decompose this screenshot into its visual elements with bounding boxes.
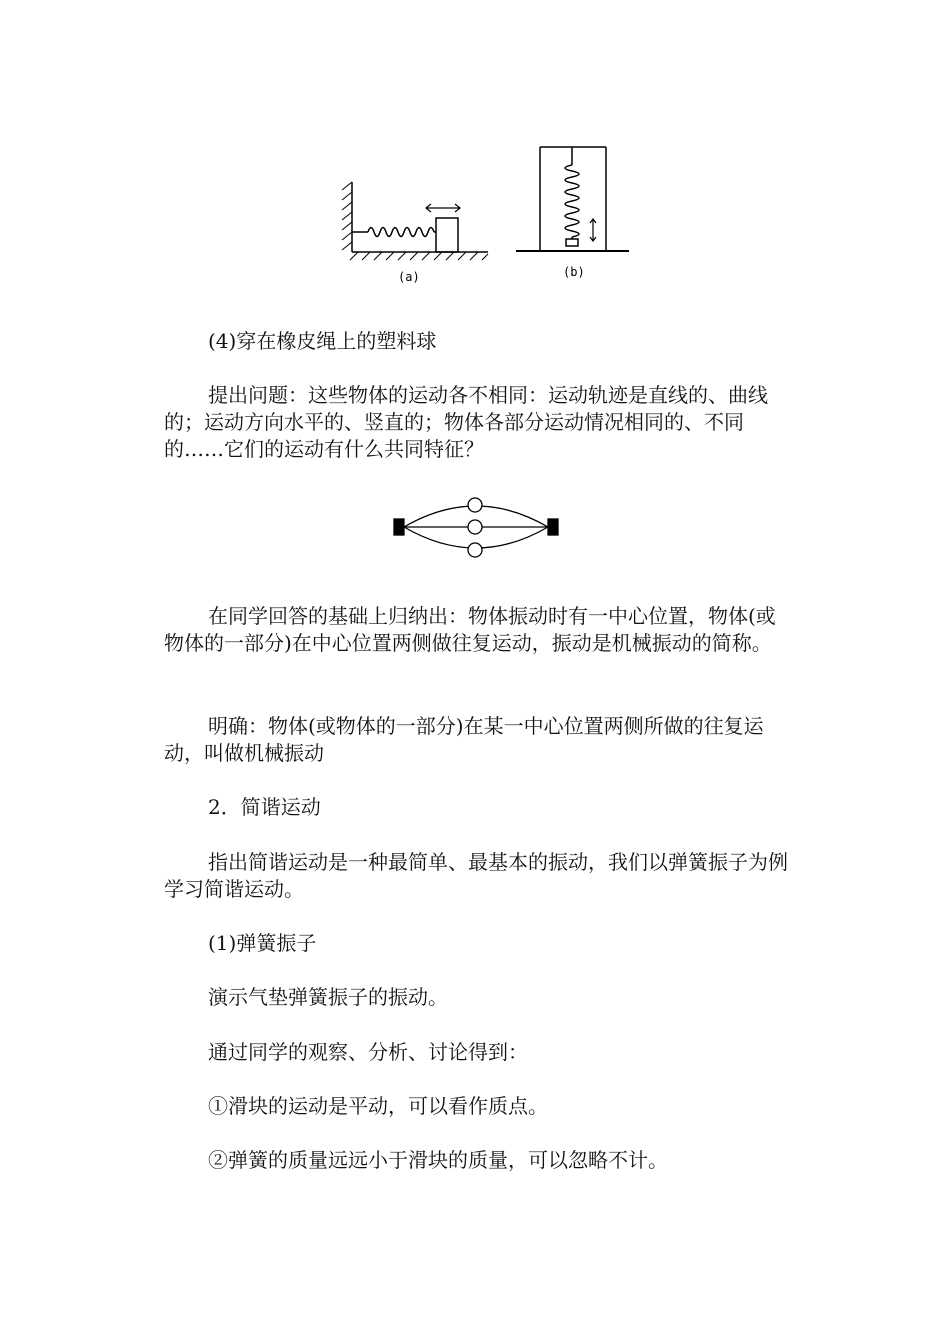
figure-a-label: (a) [398, 270, 420, 284]
list-item-point-2: ②弹簧的质量远远小于滑块的质量，可以忽略不计。 [208, 1148, 668, 1172]
list-item-point-1: ①滑块的运动是平动，可以看作质点。 [208, 1094, 548, 1118]
section-heading-shm: 2．简谐运动 [208, 795, 321, 819]
figure-b-label: (b) [563, 265, 585, 279]
paragraph-demo: 演示气垫弹簧振子的振动。 [208, 985, 448, 1009]
paragraph-conclusion: 在同学回答的基础上归纳出：物体振动时有一中心位置，物体(或物体的一部分)在中心位置两侧做往复运动，振动是机械振动的简称。 [164, 604, 776, 655]
paragraph-question: 提出问题：这些物体的运动各不相同：运动轨迹是直线的、曲线的；运动方向水平的、竖直的；物体各部分运动情况相同的、不同的……它们的运动有什么共同特征？ [164, 383, 768, 461]
figure-ball-on-rubber-cord [390, 492, 562, 562]
paragraph-observation: 通过同学的观察、分析、讨论得到： [208, 1040, 528, 1064]
figure-b-vertical-spring-oscillator [513, 145, 635, 285]
paragraph-shm-intro: 指出简谐运动是一种最简单、最基本的振动，我们以弹簧振子为例学习简谐运动。 [164, 850, 788, 901]
subheading-spring-oscillator: (1)弹簧振子 [208, 931, 317, 955]
paragraph-plastic-ball: (4)穿在橡皮绳上的塑料球 [208, 329, 437, 353]
paragraph-definition: 明确：物体(或物体的一部分)在某一中心位置两侧所做的往复运动，叫做机械振动 [164, 714, 764, 765]
figure-a-horizontal-spring-oscillator [338, 168, 498, 293]
